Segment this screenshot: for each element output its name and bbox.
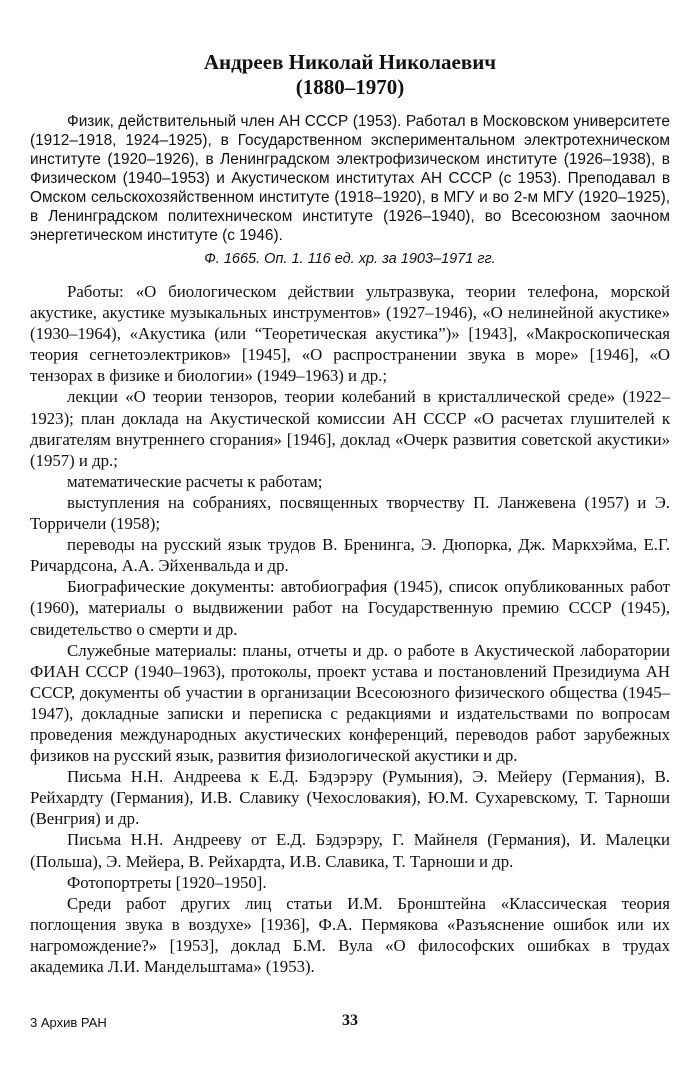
person-name: Андреев Николай Николаевич bbox=[203, 50, 497, 74]
entry-calculations: математические расчеты к работам; bbox=[67, 471, 323, 491]
entry-letters-from-andreev: Письма Н.Н. Андреева к Е.Д. Бэдэрэру (Румыния), Э. Мейеру (Германия), В. Рейхардту (Германия), И.В. Славику (Чехословакия), Ю.М. Сухаревскому, Т. Тарноши (Венгрия) и др. bbox=[30, 767, 670, 829]
entry-biographical-documents: Биографические документы: автобиография (1945), список опубликованных работ (1960), материалы о выдвижении работ на Государственную премию СССР (1945), свидетельство о смерти и др. bbox=[30, 577, 670, 639]
entry-works-of-others: Среди работ других лиц статьи И.М. Бронштейна «Классическая теория поглощения звука в воздухе» [1936], Ф.А. Пермякова «Разъяснение ошибок или их нагромождение?» [1953], доклад Б.М. Вула «О философских ошибках в трудах академика Л.И. Мандельштама» (1953). bbox=[30, 893, 670, 976]
page-footer bbox=[30, 1012, 670, 1034]
archive-reference: Ф. 1665. Оп. 1. 116 ед. хр. за 1903–1971 гг. bbox=[204, 251, 496, 267]
entry-photo-portraits: Фотопортреты [1920–1950]. bbox=[67, 872, 267, 892]
document-page bbox=[30, 50, 670, 977]
life-years: (1880–1970) bbox=[295, 75, 405, 99]
entry-speeches: выступления на собраниях, посвященных творчеству П. Ланжевена (1957) и Э. Торричели (1958); bbox=[30, 492, 670, 534]
entry-lectures: лекции «О теории тензоров, теории колебаний в кристаллической среде» (1922–1923); план доклада на Акустической комиссии АН СССР «О расчетах глушителей к двигателям внутреннего сгорания» [1946], доклад «Очерк развития советской акустики» (1957) и др.; bbox=[30, 387, 670, 470]
entry-translations: переводы на русский язык трудов В. Бренинга, Э. Дюпорка, Дж. Маркхэйма, Е.Г. Ричардсона, А.А. Эйхенвальда и др. bbox=[30, 535, 670, 576]
entry-works: Работы: «О биологическом действии ультразвука, теории телефона, морской акустике, акустике музыкальных инструментов» (1927–1946), «О нелинейной акустике» (1930–1964), «Акустика (или “Теоретическая акустика”)» [1943], «Макроскопическая теория сегнетоэлектриков» [1945], «О распространении звука в море» [1946], «О тензорах в физике и биологии» (1949–1963) и др.; bbox=[30, 282, 670, 386]
entry-official-materials: Служебные материалы: планы, отчеты и др. о работе в Акустической лаборатории ФИАН СССР (1940–1963), протоколы, проект устава и постановлений Президиума АН СССР, документы об участии в организации Всесоюзного физического общества (1945–1947), докладные записки и переписка с редакциями и издательствами по вопросам проведения международных акустических конференций, переводов работ зарубежных физиков на русский язык, развития физиологической акустики и др. bbox=[30, 640, 670, 766]
fund-contents bbox=[30, 281, 670, 977]
entry-letters-to-andreev: Письма Н.Н. Андрееву от Е.Д. Бэдэрэру, Г. Майнеля (Германия), И. Малецки (Польша), Э. Мейера, В. Рейхардта, И.В. Славика, Т. Тарноши и др. bbox=[30, 830, 670, 871]
printer-signature: 3 Архив РАН bbox=[30, 1015, 107, 1030]
page-number: 33 bbox=[342, 1012, 358, 1029]
biography-paragraph: Физик, действительный член АН СССР (1953). Работал в Московском университете (1912–1918, 1924–1925), в Государственном экспериментальном электротехническом институте (1920–1926), в Ленинградском электрофизическом институте (1926–1938), в Физическом (1940–1953) и Акустическом институтах АН СССР (с 1953). Преподавал в Омском сельскохозяйственном институте (1918–1920), в МГУ и во 2-м МГУ (1920–1925), в Ленинградском политехническом институте (1926–1940), во Всесоюзном заочном энергетическом институте (с 1946). bbox=[30, 113, 670, 244]
page-title bbox=[30, 50, 670, 100]
